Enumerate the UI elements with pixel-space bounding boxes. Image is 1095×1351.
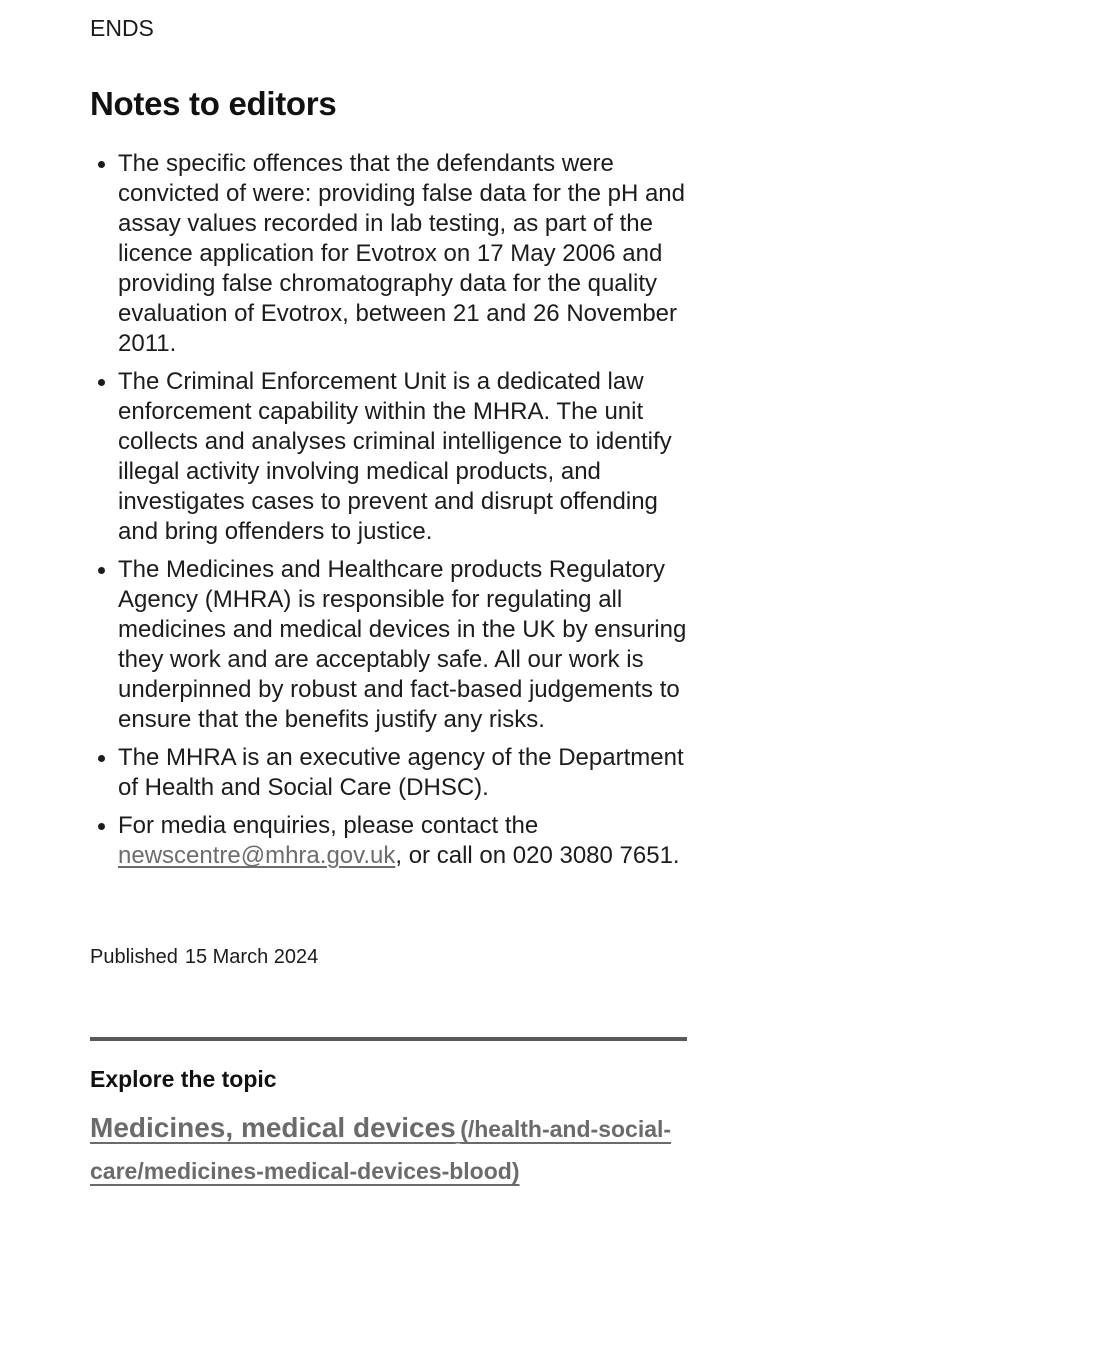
bullet-text: The MHRA is an executive agency of the Department of Health and Social Care (DHSC). (118, 744, 684, 801)
topic-link-url: (/health-and-social-care/medicines-medical-devices-blood) (90, 1116, 672, 1184)
published-label: Published (90, 946, 178, 968)
topic-link[interactable] (90, 1112, 672, 1184)
topic-link-wrap (90, 1108, 702, 1194)
bullet-text: , or call on 020 3080 7651. (395, 842, 680, 869)
bullet-text: The Medicines and Healthcare products Regulatory Agency (MHRA) is responsible for regulating all medicines and medical devices in the UK by ensuring they work and are acceptably safe. All our work is underpinned by robust and fact-based judgements to ensure that the benefits justify any risks. (118, 556, 687, 733)
list-item (118, 149, 696, 359)
bullet-text: The Criminal Enforcement Unit is a dedicated law enforcement capability within the MHRA. The unit collects and analyses criminal intelligence to identify illegal activity involving medical products, and investigates cases to prevent and disrupt offending and bring offenders to justice. (118, 368, 672, 545)
list-item (118, 555, 696, 735)
email-link[interactable]: newscentre@mhra.gov.uk (118, 842, 396, 869)
section-divider (90, 1037, 687, 1041)
notes-list (90, 149, 696, 871)
list-item (118, 743, 696, 803)
list-item (118, 811, 696, 871)
topic-link-label: Medicines, medical devices (90, 1112, 456, 1143)
bullet-text: For media enquiries, please contact the (118, 812, 539, 839)
list-item (118, 367, 696, 547)
published-line (90, 945, 1095, 969)
notes-to-editors-heading: Notes to editors (90, 85, 337, 122)
ends-label: ENDS (90, 15, 154, 41)
explore-topic-heading: Explore the topic (90, 1066, 277, 1092)
bullet-text: The specific offences that the defendants were convicted of were: providing false data for the pH and assay values recorded in lab testing, as part of the licence application for Evotrox on 17 May 2006 and providing false chromatography data for the quality evaluation of Evotrox, between 21 and 26 November 2011. (118, 150, 685, 357)
published-date: 15 March 2024 (184, 946, 319, 968)
